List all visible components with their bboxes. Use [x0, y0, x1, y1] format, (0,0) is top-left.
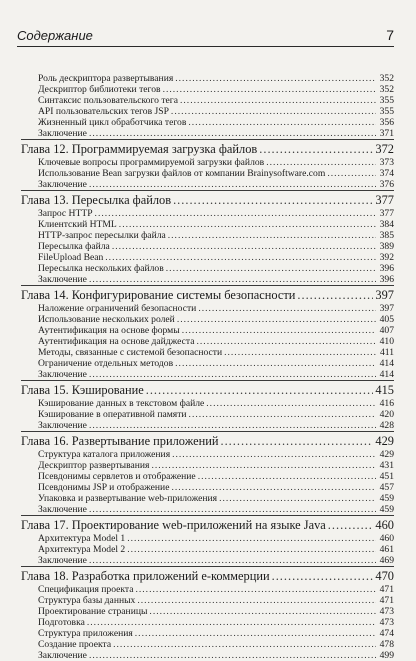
dot-leader — [127, 533, 376, 544]
toc-page-number: 471 — [379, 595, 394, 606]
toc-title: Ограничение отдельных методов — [38, 358, 174, 369]
dot-leader — [151, 460, 376, 471]
header-title: Содержание — [17, 28, 93, 43]
toc-title: Архитектура Model 1 — [38, 533, 126, 544]
toc-title: Клиентский HTML — [38, 219, 117, 230]
toc-entry — [21, 595, 394, 606]
page-header — [17, 28, 394, 47]
toc-title: Ключевые вопросы программируемой загрузки файлов — [38, 157, 265, 168]
dot-leader — [119, 219, 376, 230]
toc-entry — [21, 639, 394, 650]
toc-page-number: 420 — [379, 409, 394, 420]
toc-page-number: 451 — [379, 471, 394, 482]
toc-entry — [21, 274, 394, 285]
dot-leader — [149, 606, 376, 617]
dot-leader — [105, 252, 376, 263]
toc-entry — [21, 493, 394, 504]
toc-page-number: 460 — [375, 518, 394, 532]
header-page-number: 7 — [386, 27, 394, 43]
toc-page-number: 396 — [379, 263, 394, 274]
toc-title: Заключение — [38, 420, 87, 431]
toc-page-number: 371 — [379, 128, 394, 139]
toc-page-number: 407 — [379, 325, 394, 336]
toc-entry — [21, 168, 394, 179]
dot-leader — [180, 95, 376, 106]
toc-page-number: 459 — [379, 504, 394, 515]
dot-leader — [89, 128, 376, 139]
toc-title: Псевдонимы JSP и отображение — [38, 482, 170, 493]
toc-page-number: 396 — [379, 274, 394, 285]
toc-title: Использование нескольких ролей — [38, 314, 175, 325]
toc-page-number: 377 — [379, 208, 394, 219]
toc-title: Глава 18. Разработка приложений e-коммерции — [21, 569, 270, 583]
toc-entry — [21, 128, 394, 139]
toc-entry — [21, 208, 394, 219]
toc-entry — [21, 449, 394, 460]
toc-page-number: 429 — [375, 434, 394, 448]
toc-title: Подготовка — [38, 617, 85, 628]
toc-entry — [21, 157, 394, 168]
toc-title: Заключение — [38, 128, 87, 139]
toc-page-number: 377 — [375, 193, 394, 207]
toc-page-number: 397 — [379, 303, 394, 314]
toc-entry — [21, 219, 394, 230]
toc-entry — [21, 460, 394, 471]
toc-entry — [21, 606, 394, 617]
toc-title: Глава 13. Пересылка файлов — [21, 193, 172, 207]
toc-title: Заключение — [38, 504, 87, 515]
toc-entry — [21, 241, 394, 252]
dot-leader — [127, 544, 376, 555]
toc-title: Глава 15. Кэширование — [21, 383, 144, 397]
dot-leader — [177, 314, 376, 325]
toc-page-number: 389 — [379, 241, 394, 252]
dot-leader — [112, 241, 376, 252]
dot-leader — [175, 358, 376, 369]
dot-leader — [135, 584, 376, 595]
toc-page-number: 372 — [375, 142, 394, 156]
toc-title: Заключение — [38, 369, 87, 380]
dot-leader — [95, 208, 376, 219]
toc-entry — [21, 584, 394, 595]
toc-title: Наложение ограничений безопасности — [38, 303, 197, 314]
toc-page-number: 471 — [379, 584, 394, 595]
toc-page-number: 474 — [379, 628, 394, 639]
toc-title: Спецификация проекта — [38, 584, 134, 595]
toc-chapter — [21, 139, 394, 157]
dot-leader — [163, 84, 376, 95]
toc-entry — [21, 617, 394, 628]
dot-leader — [219, 493, 376, 504]
toc-title: FileUpload Bean — [38, 252, 104, 263]
toc-page-number: 414 — [379, 358, 394, 369]
toc-page-number: 428 — [379, 420, 394, 431]
dot-leader — [89, 369, 376, 380]
toc-title: Глава 14. Конфигурирование системы безопасности — [21, 288, 296, 302]
dot-leader — [89, 274, 376, 285]
dot-leader — [146, 382, 374, 398]
toc-title: HTTP-запрос пересылки файла — [38, 230, 166, 241]
toc-entry — [21, 398, 394, 409]
toc-page-number: 499 — [379, 650, 394, 661]
dot-leader — [206, 398, 376, 409]
toc-page-number: 460 — [379, 533, 394, 544]
dot-leader — [89, 179, 376, 190]
toc-chapter — [21, 380, 394, 398]
toc-title: Запрос HTTP — [38, 208, 93, 219]
dot-leader — [87, 617, 376, 628]
toc-entry — [21, 252, 394, 263]
toc-entry — [21, 106, 394, 117]
toc-page-number: 414 — [379, 369, 394, 380]
toc-title: Глава 16. Развертывание приложений — [21, 434, 219, 448]
toc-title: Синтаксис пользовательского тега — [38, 95, 178, 106]
dot-leader — [113, 639, 376, 650]
toc-title: Пересылка нескольких файлов — [38, 263, 164, 274]
toc-page-number: 469 — [379, 555, 394, 566]
toc-entry — [21, 325, 394, 336]
toc-entry — [21, 347, 394, 358]
toc-title: Упаковка и развертывание web-приложения — [38, 493, 218, 504]
toc-entry — [21, 533, 394, 544]
toc-entry — [21, 230, 394, 241]
toc-entry — [21, 628, 394, 639]
toc-page-number: 431 — [379, 460, 394, 471]
toc-title: Использование Bean загрузки файлов от компании Brainysoftware.com — [38, 168, 326, 179]
dot-leader — [172, 449, 376, 460]
toc-entry — [21, 544, 394, 555]
toc-page-number: 373 — [379, 157, 394, 168]
toc-title: Пересылка файла — [38, 241, 110, 252]
toc-entry — [21, 336, 394, 347]
dot-leader — [328, 517, 374, 533]
toc-title: Архитектура Model 2 — [38, 544, 126, 555]
toc-chapter — [21, 190, 394, 208]
toc-page-number: 461 — [379, 544, 394, 555]
toc-page-number: 411 — [379, 347, 394, 358]
toc-title: Глава 17. Проектирование web-приложений на языке Java — [21, 518, 326, 532]
toc-entry — [21, 95, 394, 106]
table-of-contents — [21, 73, 394, 661]
dot-leader — [137, 595, 376, 606]
toc-entry — [21, 179, 394, 190]
toc-entry — [21, 409, 394, 420]
toc-page-number: 376 — [379, 179, 394, 190]
dot-leader — [188, 117, 376, 128]
dot-leader — [171, 482, 376, 493]
toc-page-number: 473 — [379, 606, 394, 617]
toc-page-number: 473 — [379, 617, 394, 628]
dot-leader — [166, 263, 376, 274]
toc-title: Заключение — [38, 650, 87, 661]
dot-leader — [224, 347, 376, 358]
dot-leader — [182, 325, 376, 336]
toc-title: Кэширование в оперативной памяти — [38, 409, 187, 420]
toc-title: Дескриптор библиотеки тегов — [38, 84, 161, 95]
toc-entry — [21, 117, 394, 128]
toc-title: Заключение — [38, 555, 87, 566]
toc-entry — [21, 420, 394, 431]
toc-entry — [21, 369, 394, 380]
toc-entry — [21, 482, 394, 493]
toc-title: Глава 12. Программируемая загрузка файлов — [21, 142, 258, 156]
toc-chapter — [21, 566, 394, 584]
dot-leader — [259, 141, 373, 157]
dot-leader — [168, 230, 376, 241]
toc-title: Структура базы данных — [38, 595, 136, 606]
dot-leader — [198, 303, 376, 314]
toc-page-number: 385 — [379, 230, 394, 241]
toc-page-number: 415 — [375, 383, 394, 397]
toc-title: Псевдонимы сервлетов и отображение — [38, 471, 196, 482]
toc-title: Структура каталога приложения — [38, 449, 171, 460]
toc-title: Заключение — [38, 274, 87, 285]
dot-leader — [266, 157, 376, 168]
toc-title: Структура приложения — [38, 628, 133, 639]
toc-page-number: 429 — [379, 449, 394, 460]
toc-title: Аутентификация на основе формы — [38, 325, 180, 336]
toc-page-number: 397 — [375, 288, 394, 302]
dot-leader — [197, 336, 377, 347]
toc-title: API пользовательских тегов JSP — [38, 106, 169, 117]
toc-page-number: 374 — [379, 168, 394, 179]
dot-leader — [198, 471, 376, 482]
toc-title: Заключение — [38, 179, 87, 190]
toc-title: Роль дескриптора развертывания — [38, 73, 174, 84]
toc-title: Создание проекта — [38, 639, 112, 650]
dot-leader — [135, 628, 376, 639]
toc-entry — [21, 471, 394, 482]
toc-entry — [21, 358, 394, 369]
toc-page-number: 384 — [379, 219, 394, 230]
dot-leader — [297, 287, 373, 303]
toc-title: Жизненный цикл обработчика тегов — [38, 117, 187, 128]
dot-leader — [89, 555, 376, 566]
toc-page-number: 470 — [375, 569, 394, 583]
toc-title: Методы, связанные с системой безопасности — [38, 347, 223, 358]
toc-page-number: 355 — [379, 95, 394, 106]
toc-title: Кэширование данных в текстовом файле — [38, 398, 205, 409]
toc-entry — [21, 263, 394, 274]
toc-page-number: 459 — [379, 493, 394, 504]
toc-page-number: 410 — [379, 336, 394, 347]
toc-chapter — [21, 431, 394, 449]
toc-entry — [21, 555, 394, 566]
toc-page-number: 352 — [379, 84, 394, 95]
dot-leader — [173, 192, 373, 208]
dot-leader — [220, 433, 373, 449]
toc-entry — [21, 314, 394, 325]
toc-title: Проектирование страницы — [38, 606, 148, 617]
dot-leader — [272, 568, 374, 584]
toc-page-number: 356 — [379, 117, 394, 128]
toc-entry — [21, 504, 394, 515]
dot-leader — [171, 106, 376, 117]
dot-leader — [175, 73, 376, 84]
toc-chapter — [21, 285, 394, 303]
dot-leader — [327, 168, 376, 179]
toc-title: Аутентификация на основе дайджеста — [38, 336, 195, 347]
toc-page-number: 416 — [379, 398, 394, 409]
toc-chapter — [21, 515, 394, 533]
toc-page-number: 405 — [379, 314, 394, 325]
toc-page-number: 355 — [379, 106, 394, 117]
toc-title: Дескриптор развертывания — [38, 460, 150, 471]
toc-entry — [21, 73, 394, 84]
toc-page-number: 352 — [379, 73, 394, 84]
toc-page-number: 392 — [379, 252, 394, 263]
dot-leader — [189, 409, 376, 420]
toc-entry — [21, 303, 394, 314]
dot-leader — [89, 504, 376, 515]
toc-entry — [21, 84, 394, 95]
toc-page-number: 478 — [379, 639, 394, 650]
toc-page-number: 457 — [379, 482, 394, 493]
dot-leader — [89, 420, 376, 431]
